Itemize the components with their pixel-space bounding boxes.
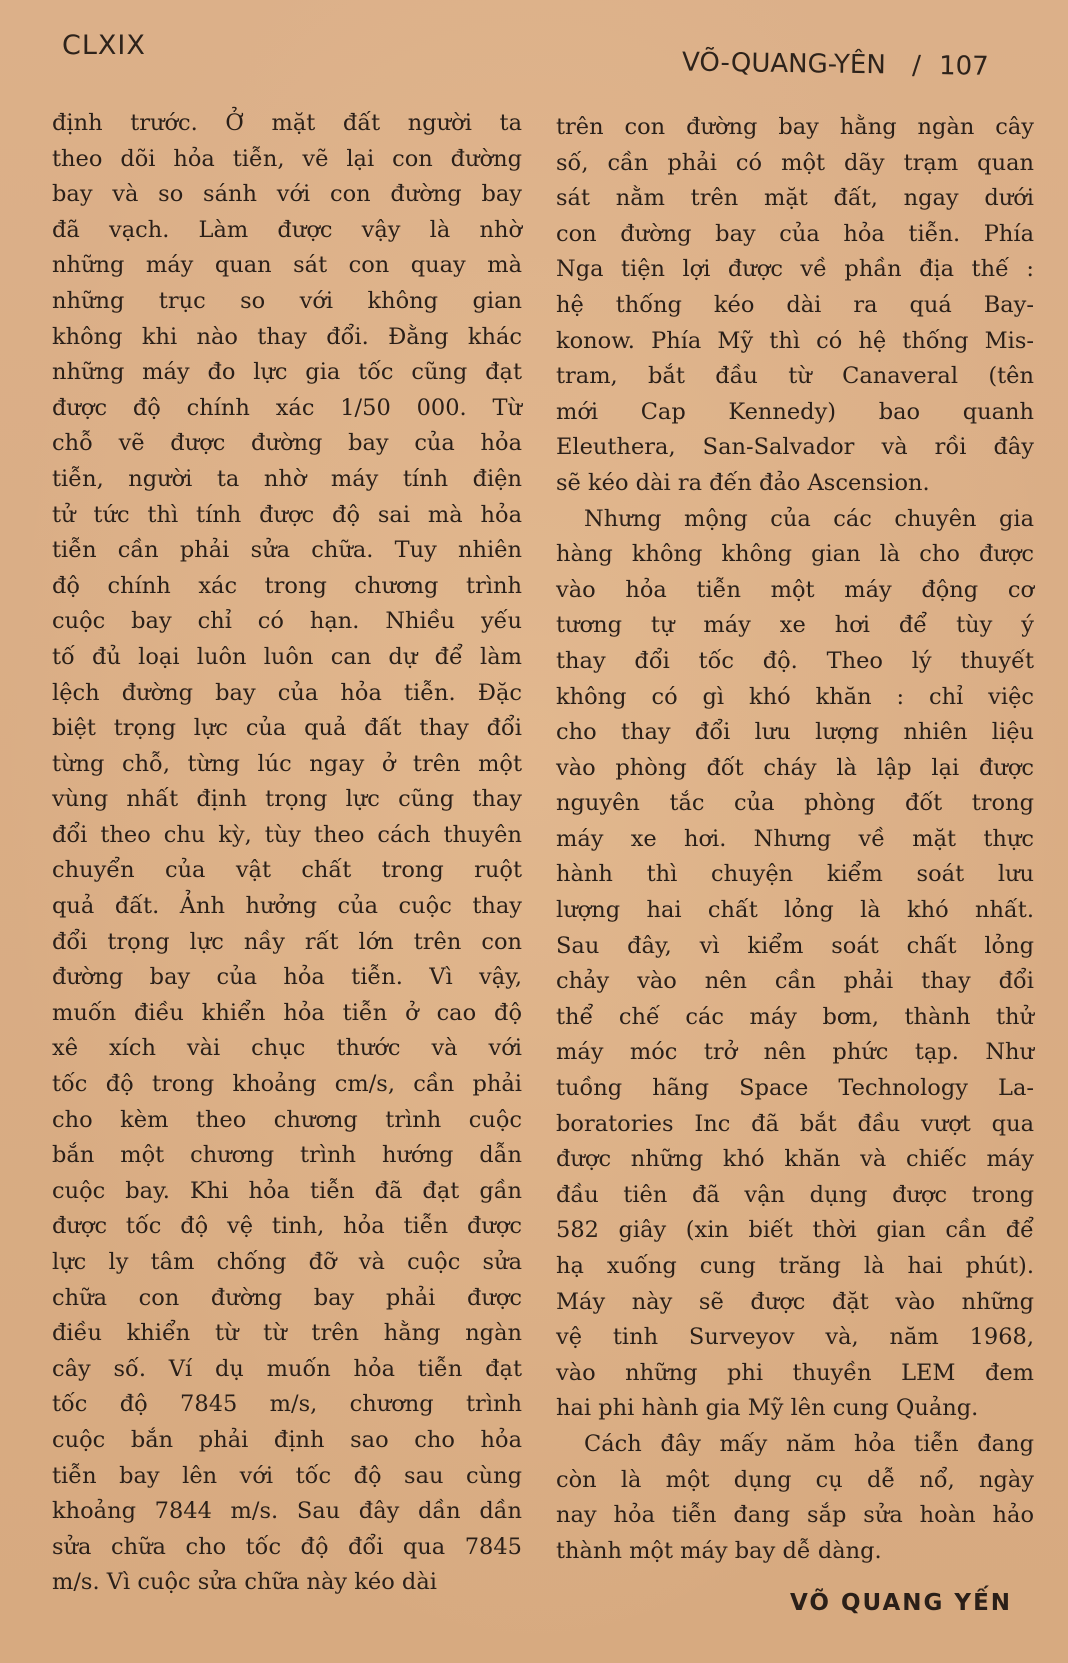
- page-number: 107: [938, 51, 989, 82]
- text-line: máy móc trở nên phức tạp. Như: [556, 1039, 1034, 1066]
- text-line: đường bay của hỏa tiễn. Vì vậy,: [52, 964, 522, 991]
- text-line: Cách đây mấy năm hỏa tiễn đang: [584, 1430, 1034, 1457]
- right-column: [556, 110, 1034, 1569]
- text-line: lệch đường bay của hỏa tiễn. Đặc: [52, 679, 522, 706]
- text-line: tương tự máy xe hơi để tùy ý: [556, 612, 1034, 639]
- text-line: hai phi hành gia Mỹ lên cung Quảng.: [556, 1395, 979, 1422]
- text-line: cuộc bay chỉ có hạn. Nhiều yếu: [52, 608, 522, 635]
- text-line: đổi theo chu kỳ, tùy theo cách thuyên: [52, 821, 522, 848]
- text-line: lực ly tâm chống đỡ và cuộc sửa: [52, 1249, 522, 1275]
- text-line: Máy này sẽ được đặt vào những: [556, 1288, 1034, 1315]
- text-line: konow. Phía Mỹ thì có hệ thống Mis-: [556, 327, 1034, 354]
- running-header: [682, 47, 1042, 82]
- text-line: tram, bắt đầu từ Canaveral (tên: [556, 363, 1034, 390]
- text-line: được độ chính xác 1/50 000. Từ: [52, 394, 522, 421]
- text-line: thay đổi tốc độ. Theo lý thuyết: [556, 647, 1034, 674]
- text-line: mới Cap Kennedy) bao quanh: [556, 398, 1034, 425]
- text-line: cây số. Ví dụ muốn hỏa tiễn đạt: [52, 1355, 522, 1382]
- text-line: từng chỗ, từng lúc ngay ở trên một: [52, 750, 522, 777]
- text-line: thành một máy bay dễ dàng.: [556, 1537, 882, 1564]
- text-line: Nhưng mộng của các chuyên gia: [584, 505, 1034, 532]
- text-line: bay và so sánh với con đường bay: [52, 181, 522, 208]
- text-line: hạ xuống cung trăng là hai phút).: [556, 1253, 1034, 1279]
- text-line: khoảng 7844 m/s. Sau đây dần dần: [52, 1498, 522, 1525]
- text-line: lượng hai chất lỏng là khó nhất.: [556, 897, 1034, 924]
- left-column: [52, 106, 522, 1601]
- text-line: tiễn cần phải sửa chữa. Tuy nhiên: [52, 537, 522, 564]
- text-line: chảy vào nên cần phải thay đổi: [556, 968, 1034, 995]
- text-line: vùng nhất định trọng lực cũng thay: [52, 786, 522, 813]
- text-line: những máy quan sát con quay mà: [52, 252, 522, 279]
- text-line: xê xích vài chục thước và với: [52, 1035, 522, 1062]
- text-line: chuyển của vật chất trong ruột: [52, 857, 522, 884]
- text-line: tố đủ loại luôn luôn can dự để làm: [52, 643, 522, 670]
- text-line: tốc độ trong khoảng cm/s, cần phải: [52, 1071, 522, 1098]
- text-line: đổi trọng lực nầy rất lớn trên con: [52, 928, 522, 955]
- text-line: thể chế các máy bơm, thành thử: [556, 1003, 1034, 1030]
- text-line: chỗ vẽ được đường bay của hỏa: [52, 430, 522, 457]
- text-line: được tốc độ vệ tinh, hỏa tiễn được: [52, 1213, 522, 1240]
- text-line: tốc độ 7845 m/s, chương trình: [52, 1391, 522, 1418]
- text-line: những trục so với không gian: [52, 287, 522, 314]
- text-line: Nga tiện lợi được về phần địa thế :: [556, 256, 1034, 283]
- text-line: tử tức thì tính được độ sai mà hỏa: [52, 501, 522, 528]
- chapter-number: CLXIX: [62, 30, 146, 61]
- text-line: máy xe hơi. Nhưng về mặt thực: [556, 825, 1034, 852]
- text-line: nay hỏa tiễn đang sắp sửa hoàn hảo: [556, 1502, 1034, 1529]
- text-line: tiễn bay lên với tốc độ sau cùng: [52, 1462, 522, 1489]
- text-line: theo dõi hỏa tiễn, vẽ lại con đường: [52, 145, 522, 172]
- text-line: số, cần phải có một dãy trạm quan: [556, 149, 1034, 176]
- text-line: sẽ kéo dài ra đến đảo Ascension.: [556, 469, 930, 496]
- text-line: Eleuthera, San-Salvador và rồi đây: [556, 434, 1034, 461]
- text-line: những máy đo lực gia tốc cũng đạt: [52, 359, 522, 386]
- author-header: VÕ-QUANG-YÊN: [681, 47, 887, 81]
- text-line: sửa chữa cho tốc độ đổi qua 7845: [52, 1533, 522, 1560]
- text-line: không khi nào thay đổi. Đằng khác: [52, 323, 522, 350]
- header-separator: /: [911, 50, 922, 81]
- text-line: nguyên tắc của phòng đốt trong: [556, 790, 1034, 817]
- text-line: 582 giây (xin biết thời gian cần để: [556, 1217, 1034, 1244]
- text-line: quả đất. Ảnh hưởng của cuộc thay: [52, 893, 522, 920]
- text-line: còn là một dụng cụ dễ nổ, ngày: [556, 1466, 1034, 1493]
- text-line: cuộc bay. Khi hỏa tiễn đã đạt gần: [52, 1177, 522, 1204]
- text-line: được những khó khăn và chiếc máy: [556, 1146, 1034, 1173]
- text-line: tiễn, người ta nhờ máy tính điện: [52, 465, 522, 492]
- text-line: hành thì chuyện kiểm soát lưu: [556, 861, 1034, 888]
- text-line: độ chính xác trong chương trình: [52, 572, 522, 599]
- text-line: đầu tiên đã vận dụng được trong: [556, 1181, 1034, 1208]
- author-signature: VÕ QUANG YẾN: [790, 1590, 1013, 1616]
- text-line: tuồng hãng Space Technology La-: [556, 1075, 1034, 1102]
- text-line: chữa con đường bay phải được: [52, 1284, 522, 1311]
- text-line: hàng không không gian là cho được: [556, 541, 1034, 568]
- text-line: cuộc bắn phải định sao cho hỏa: [52, 1426, 522, 1453]
- text-line: điều khiển từ từ trên hằng ngàn: [52, 1320, 522, 1347]
- text-line: vào phòng đốt cháy là lập lại được: [556, 754, 1034, 781]
- text-line: trên con đường bay hằng ngàn cây: [556, 114, 1034, 140]
- text-line: m/s. Vì cuộc sửa chữa này kéo dài: [52, 1569, 437, 1596]
- text-line: vệ tinh Surveyov và, năm 1968,: [556, 1324, 1034, 1351]
- text-line: cho kèm theo chương trình cuộc: [52, 1106, 522, 1133]
- text-line: boratories Inc đã bắt đầu vượt qua: [556, 1110, 1034, 1137]
- text-line: vào hỏa tiễn một máy động cơ: [556, 576, 1034, 603]
- text-line: vào những phi thuyền LEM đem: [556, 1359, 1034, 1386]
- text-line: bắn một chương trình hướng dẫn: [52, 1142, 522, 1169]
- text-line: cho thay đổi lưu lượng nhiên liệu: [556, 719, 1034, 746]
- text-line: đã vạch. Làm được vậy là nhờ: [52, 216, 522, 243]
- text-line: biệt trọng lực của quả đất thay đổi: [52, 715, 522, 742]
- text-line: Sau đây, vì kiểm soát chất lỏng: [556, 932, 1034, 959]
- text-line: định trước. Ở mặt đất người ta: [52, 110, 522, 136]
- text-line: con đường bay của hỏa tiễn. Phía: [556, 220, 1034, 247]
- text-line: sát nằm trên mặt đất, ngay dưới: [556, 185, 1034, 212]
- text-line: hệ thống kéo dài ra quá Bay-: [556, 291, 1034, 318]
- text-line: muốn điều khiển hỏa tiễn ở cao độ: [52, 999, 522, 1026]
- text-line: không có gì khó khăn : chỉ việc: [556, 683, 1034, 710]
